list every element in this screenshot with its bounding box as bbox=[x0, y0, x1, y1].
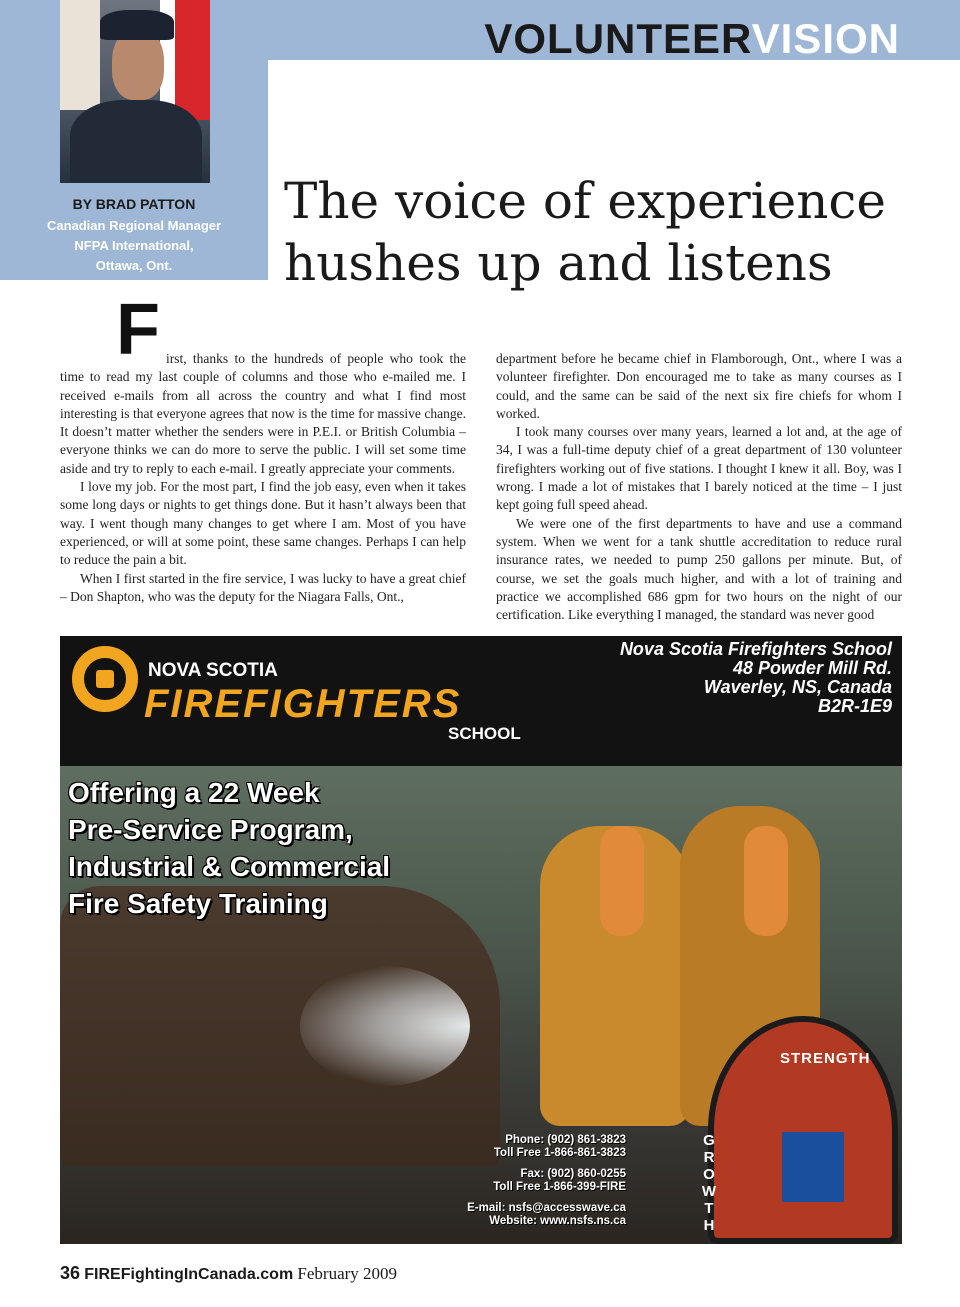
footer-date: February 2009 bbox=[297, 1264, 398, 1283]
water-spray bbox=[300, 966, 470, 1086]
air-tank bbox=[600, 826, 644, 936]
article-column-1 bbox=[60, 290, 466, 606]
nova-scotia-flag-icon bbox=[782, 1132, 844, 1202]
article-column-2 bbox=[496, 350, 902, 624]
logo-main-text: FIREFIGHTERS bbox=[144, 682, 462, 726]
website-link[interactable]: Website: www.nsfs.ns.ca bbox=[489, 1215, 626, 1227]
byline bbox=[0, 196, 268, 276]
footer-site[interactable]: FIREFightingInCanada.com bbox=[84, 1266, 294, 1283]
address-line: Waverley, NS, Canada bbox=[703, 677, 892, 697]
article-paragraph: department before he became chief in Flamborough, Ont., where I was a volunteer firefighter. Don encouraged me to take as many courses as I could, and the same can be said of the next six fire chiefs for whom I worked. bbox=[496, 351, 902, 421]
address-line: B2R-1E9 bbox=[817, 696, 892, 716]
offer-line: Fire Safety Training bbox=[68, 888, 328, 919]
advertisement[interactable] bbox=[60, 636, 902, 1244]
paragraph-text: irst, thanks to the hundreds of people who took the time to read my last couple of columns and those who e-mailed me. I received e-mails from all across the country and what I find most interesting is that everyone agrees that now is the time for massive change. It doesn’t matter whether the senders were in P.E.I. or British Columbia – everyone thinks we can do more to serve the public. I will set some time aside and try to reply to each e-mail. I greatly appreciate your comments. bbox=[60, 351, 466, 476]
section-title-part2: VISION bbox=[751, 15, 900, 62]
offer-line: Offering a 22 Week bbox=[68, 777, 320, 808]
offer-line: Industrial & Commercial bbox=[68, 851, 391, 882]
crest-letter: H bbox=[703, 1217, 715, 1234]
byline-role-3: Ottawa, Ont. bbox=[95, 258, 173, 273]
phone-number: Phone: (902) 861-3823 bbox=[505, 1134, 626, 1146]
program-offer bbox=[68, 774, 390, 922]
crest-letter: R bbox=[703, 1149, 715, 1166]
offer-line: Pre-Service Program, bbox=[68, 814, 353, 845]
article-headline: The voice of experience hushes up and listens bbox=[284, 172, 887, 292]
toll-free-number: Toll Free 1-866-861-3823 bbox=[493, 1147, 626, 1159]
crest-letter: O bbox=[703, 1166, 715, 1183]
article-paragraph: When I first started in the fire service, I was lucky to have a great chief – Don Shapton, who was the deputy for the Niagara Falls, Ont., bbox=[60, 570, 466, 604]
crest-letter: T bbox=[704, 1200, 714, 1217]
logo-top-text: NOVA SCOTIA bbox=[148, 660, 278, 681]
crest-letter: W bbox=[701, 1183, 717, 1200]
article-paragraph: I took many courses over many years, learned a lot and, at the age of 34, I was a full-time deputy chief of a great department of 130 volunteer firefighters working out of five stations. I thought I knew it all. Boy, was I wrong. I made a lot of mistakes that I barely noticed at the time – I just kept going full speed ahead. bbox=[496, 424, 902, 513]
ad-header bbox=[60, 636, 902, 766]
toll-free-number: Toll Free 1-866-399-FIRE bbox=[493, 1181, 626, 1193]
maltese-cross-logo-icon bbox=[72, 646, 138, 712]
byline-role-2: NFPA International, bbox=[74, 238, 194, 253]
crest-strength: STRENGTH bbox=[780, 1050, 871, 1067]
article-paragraph bbox=[60, 290, 466, 478]
section-title-part1: VOLUNTEER bbox=[484, 15, 752, 62]
page-footer bbox=[60, 1263, 397, 1284]
article-paragraph: We were one of the first departments to have and use a command system. When we went for a tank shuttle accreditation to reduce rural insurance rates, we needed to pump 250 gallons per minute. But, of course, we set the goals much higher, and with a lot of training and practice we accomplished 686 gpm for two hours on the night of our certification. Like everything I managed, the standard was never good bbox=[496, 515, 902, 623]
address-line: 48 Powder Mill Rd. bbox=[732, 658, 892, 678]
author-box bbox=[0, 0, 268, 280]
email-link[interactable]: E-mail: nsfs@accesswave.ca bbox=[467, 1202, 626, 1214]
crest-growth bbox=[700, 1132, 718, 1234]
section-title bbox=[484, 15, 900, 62]
fax-number: Fax: (902) 860-0255 bbox=[520, 1168, 626, 1180]
contact-info bbox=[467, 1134, 626, 1228]
article-paragraph: I love my job. For the most part, I find the job easy, even when it takes some long days or nights to get things done. But it hasn’t always been that way. I went though many changes to get where I am. Most of you have experienced, or will at some point, these same changes. Perhaps I can help to reduce the pain a bit. bbox=[60, 479, 466, 568]
drop-cap: F bbox=[116, 290, 160, 370]
page-number: 36 bbox=[60, 1263, 81, 1283]
author-photo bbox=[60, 0, 210, 183]
address-line: Nova Scotia Firefighters School bbox=[619, 639, 892, 659]
air-tank bbox=[744, 826, 788, 936]
school-address bbox=[620, 640, 892, 716]
crest-letter: G bbox=[703, 1132, 715, 1149]
logo-bottom-text: SCHOOL bbox=[448, 724, 521, 743]
byline-role-1: Canadian Regional Manager bbox=[46, 218, 222, 233]
byline-name: BY BRAD PATTON bbox=[72, 196, 196, 212]
